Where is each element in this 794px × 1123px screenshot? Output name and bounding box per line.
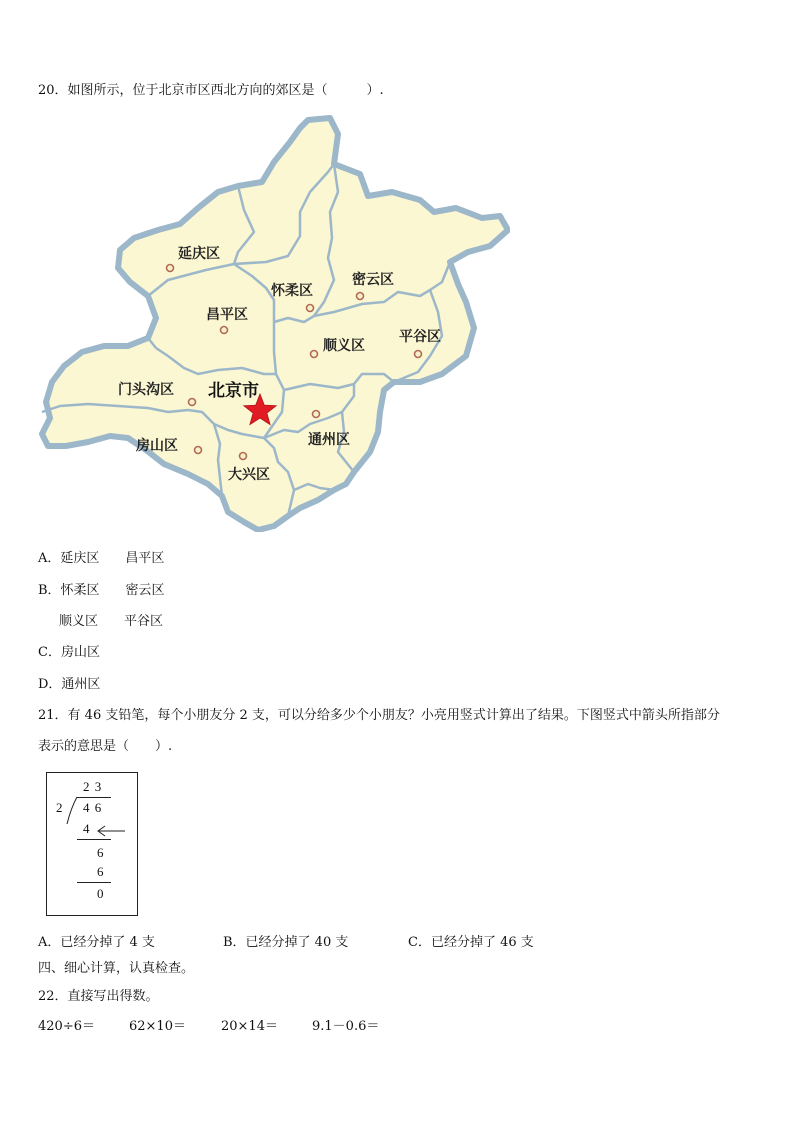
district-label-huairou: 怀柔区 <box>271 283 313 299</box>
district-label-pinggu: 平谷区 <box>399 329 441 345</box>
division-line-1 <box>77 839 111 840</box>
pinggu-dot <box>415 351 422 358</box>
huairou-dot <box>307 305 314 312</box>
division-remainder: 0 <box>97 886 104 901</box>
division-dividend: 4 6 <box>83 800 103 815</box>
q20-option-c[interactable]: C．房山区 <box>38 645 100 660</box>
q21-option-c[interactable]: C．已经分掉了 46 支 <box>408 935 534 950</box>
division-line-2 <box>77 882 111 883</box>
q22-item-1: 420÷6＝ <box>38 1019 95 1034</box>
capital-label: 北京市 <box>208 381 259 401</box>
district-label-tongzhou: 通州区 <box>308 432 350 448</box>
changping-dot <box>221 327 228 334</box>
arrow-left-icon <box>95 825 127 837</box>
q20-option-d[interactable]: D．通州区 <box>38 677 101 692</box>
division-bracket <box>65 796 79 826</box>
mentougou-dot <box>189 399 196 406</box>
district-label-changping: 昌平区 <box>206 307 248 323</box>
yanqing-dot <box>167 265 174 272</box>
q21-option-a[interactable]: A．已经分掉了 4 支 <box>38 935 155 950</box>
section-4-heading: 四、细心计算，认真检查。 <box>38 961 195 976</box>
q22-item-4: 9.1－0.6＝ <box>312 1019 380 1034</box>
q20-option-b[interactable]: B．怀柔区 密云区 <box>38 583 165 598</box>
district-label-mentougou: 门头沟区 <box>118 382 174 398</box>
division-step-2: 6 <box>97 845 104 860</box>
division-divisor: 2 <box>56 800 63 815</box>
q22-stem: 22．直接写出得数。 <box>38 989 159 1004</box>
q22-item-2: 62×10＝ <box>129 1019 186 1034</box>
beijing-district-map <box>38 112 510 532</box>
miyun-dot <box>357 293 364 300</box>
tongzhou-dot <box>313 411 320 418</box>
long-division-box <box>46 772 138 916</box>
division-bar <box>77 797 111 798</box>
district-label-yanqing: 延庆区 <box>178 246 220 262</box>
division-step-3: 6 <box>97 864 104 879</box>
daxing-dot <box>240 453 247 460</box>
q21-option-b[interactable]: B．已经分掉了 40 支 <box>223 935 349 950</box>
division-step-1: 4 <box>83 821 90 836</box>
fangshan-dot <box>195 447 202 454</box>
q20-stem: 20．如图所示，位于北京市区西北方向的郊区是（ ）. <box>38 83 384 98</box>
district-label-daxing: 大兴区 <box>228 467 270 483</box>
district-label-miyun: 密云区 <box>352 272 394 288</box>
district-label-shunyi: 顺义区 <box>323 338 365 354</box>
q21-stem-line1: 21．有 46 支铅笔，每个小朋友分 2 支，可以分给多少个小朋友？小亮用竖式计算出了结果。下图竖式中箭头所指部分 <box>38 708 720 723</box>
q20-option-b-line2: 顺义区 平谷区 <box>46 614 164 629</box>
division-quotient: 2 3 <box>83 779 103 794</box>
district-label-fangshan: 房山区 <box>136 438 178 454</box>
q20-option-a[interactable]: A．延庆区 昌平区 <box>38 551 165 566</box>
q22-item-3: 20×14＝ <box>221 1019 278 1034</box>
q21-stem-line2: 表示的意思是（ ）. <box>38 739 173 754</box>
shunyi-dot <box>311 351 318 358</box>
